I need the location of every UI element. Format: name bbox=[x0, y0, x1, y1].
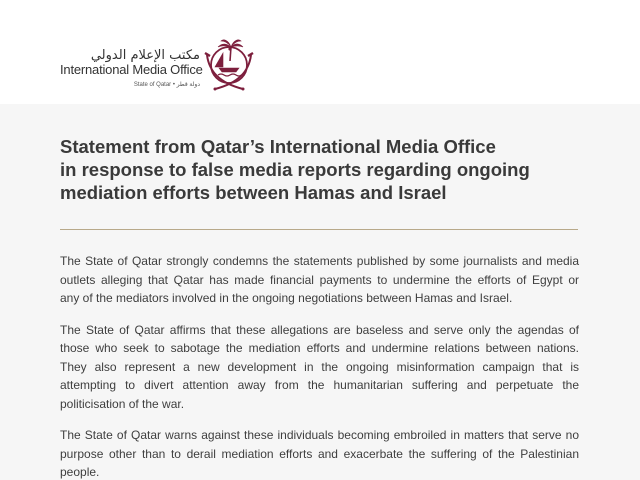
paragraph bbox=[60, 321, 579, 414]
headline-line: in response to false media reports regarding ongoing bbox=[60, 159, 530, 180]
paragraph-line: those who seek to sabotage the mediation efforts and undermine relations between nations. bbox=[60, 341, 579, 355]
qatar-emblem-icon bbox=[201, 33, 257, 95]
paragraph-line: politicisation of the war. bbox=[60, 396, 185, 411]
headline-line: Statement from Qatar’s International Media Office bbox=[60, 136, 496, 157]
paragraph-line: any of the mediators involved in the ongoing negotiations between Hamas and Israel. bbox=[60, 291, 513, 305]
logo-wordmark bbox=[60, 48, 203, 90]
logo-state-line: State of Qatar • دولة قطر bbox=[133, 82, 200, 88]
paragraph-line: people. bbox=[60, 465, 100, 479]
paragraph bbox=[60, 426, 579, 480]
paragraph bbox=[60, 252, 579, 308]
statement-headline bbox=[60, 135, 580, 204]
paragraph-line: The State of Qatar affirms that these allegations are baseless and serve only the agendas of bbox=[60, 322, 579, 337]
paragraph-line: The State of Qatar warns against these individuals becoming embroiled in matters that serve no bbox=[60, 428, 579, 442]
statement-body bbox=[60, 252, 579, 480]
logo-arabic-name: مكتب الإعلام الدولي bbox=[90, 48, 200, 63]
headline-divider bbox=[60, 229, 578, 230]
headline-line: mediation efforts between Hamas and Israel bbox=[60, 182, 447, 203]
paragraph-line: The State of Qatar strongly condemns the statements published by some journalists and media bbox=[60, 254, 579, 268]
logo-english-name: International Media Office bbox=[60, 62, 203, 77]
paragraph-line: outlets alleging that Qatar has made financial payments to undermine the efforts of Egypt or bbox=[60, 272, 579, 287]
paragraph-line: purpose other than to derail mediation efforts and exacerbate the suffering of the Palestinian bbox=[60, 446, 579, 461]
paragraph-line: They also represent a new development in the ongoing misinformation campaign that is bbox=[60, 359, 579, 374]
paragraph-line: attempting to divert attention away from the humanitarian suffering and perpetuate the bbox=[60, 378, 579, 392]
